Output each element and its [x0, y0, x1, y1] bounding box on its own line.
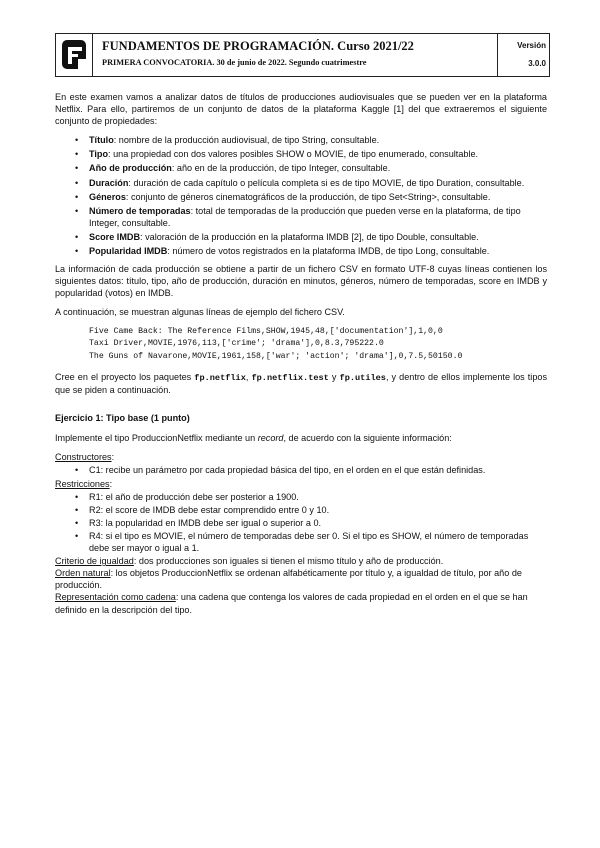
university-logo-icon [56, 34, 92, 75]
intro-paragraph: En este examen vamos a analizar datos de títulos de producciones audiovisuales que se pueden ver en la plataforma Netflix. Para ello, partiremos de un conjunto de datos de la plataforma Kaggle [1] del que extraeremos el siguiente conjunto de propiedades: [55, 92, 547, 127]
bullet-icon: • [75, 191, 79, 202]
constructores-list [55, 464, 547, 476]
property-item: • Título: nombre de la producción audiovisual, de tipo String, consultable. [75, 135, 380, 146]
bullet-icon: • [75, 504, 79, 515]
bullet-icon: • [75, 465, 79, 476]
list-item: • R2: el score de IMDB debe estar comprendido entre 0 y 10. [75, 504, 330, 515]
bullet-icon: • [75, 517, 79, 528]
bullet-icon: • [75, 491, 79, 502]
package-name: fp.netflix [194, 373, 246, 383]
package-name: fp.netflix.test [251, 373, 329, 383]
restricciones-list [55, 491, 547, 554]
exercise-title: Ejercicio 1: Tipo base (1 punto) [55, 413, 190, 424]
title-cell [93, 34, 498, 76]
property-item: • Número de temporadas: total de temporadas de la producción que pueden verse en la plataforma, de tipo Integer, consultable. [75, 205, 521, 228]
bullet-icon: • [75, 231, 79, 242]
orden-line: Orden natural: los objetos ProduccionNetflix se ordenan alfabéticamente por título y, a igualdad de título, por año de producción. [55, 568, 522, 591]
igualdad-line: Criterio de igualdad: dos producciones son iguales si tienen el mismo título y año de producción. [55, 556, 444, 567]
version-label: Versión [517, 41, 546, 50]
sample-intro: A continuación, se muestran algunas líneas de ejemplo del fichero CSV. [55, 307, 345, 318]
version-cell [498, 34, 550, 76]
property-item: • Géneros: conjunto de géneros cinematográficos de la producción, de tipo Set<String>, consultable. [75, 191, 491, 202]
exercise-intro: Implemente el tipo ProduccionNetflix mediante un record, de acuerdo con la siguiente información: [55, 433, 452, 444]
bullet-icon: • [75, 177, 79, 188]
document-header [55, 33, 550, 77]
restricciones-heading: Restricciones: [55, 478, 113, 489]
property-item: • Año de producción: año en de la producción, de tipo Integer, consultable. [75, 163, 391, 174]
list-item: • R1: el año de producción debe ser posterior a 1900. [75, 491, 299, 502]
code-line: Five Came Back: The Reference Films,SHOW,1945,48,['documentation'],1,0,0 [89, 326, 443, 336]
code-line: Taxi Driver,MOVIE,1976,113,['crime'; 'drama'],0,8.3,795222.0 [89, 339, 384, 348]
package-name: fp.utiles [339, 373, 386, 383]
csv-sample-block [55, 326, 547, 364]
bullet-icon: • [75, 163, 79, 174]
code-line: The Guns of Navarone,MOVIE,1961,158,['war'; 'action'; 'drama'],0,7.5,50150.0 [89, 351, 463, 361]
property-list [55, 134, 547, 257]
packages-paragraph: Cree en el proyecto los paquetes fp.netflix, fp.netflix.test y fp.utiles, y dentro de ellos implemente los tipos que se piden a continuación. [55, 372, 547, 396]
property-item: • Popularidad IMDB: número de votos registrados en la plataforma IMDB, de tipo Long, consultable. [75, 246, 490, 257]
representacion-line: Representación como cadena: una cadena que contenga los valores de cada propiedad en el orden en el que se han definido en la descripción del tipo. [55, 592, 528, 615]
list-item: • R3: la popularidad en IMDB debe ser igual o superior a 0. [75, 517, 322, 528]
bullet-icon: • [75, 530, 79, 541]
course-title: FUNDAMENTOS DE PROGRAMACIÓN. Curso 2021/22 [102, 39, 414, 53]
version-number: 3.0.0 [528, 59, 546, 68]
csv-paragraph: La información de cada producción se obtiene a partir de un fichero CSV en formato UTF-8 cuyas líneas contienen los siguientes datos: título, tipo, año de producción, duración en minutos, géneros, número de temporadas, score en IMDB y popularidad (votos) en IMDB. [55, 264, 547, 299]
list-item: • C1: recibe un parámetro por cada propiedad básica del tipo, en el orden en el que están definidas. [75, 465, 486, 476]
exam-subtitle: PRIMERA CONVOCATORIA. 30 de junio de 2022. Segundo cuatrimestre [102, 58, 367, 67]
list-item: • R4: si el tipo es MOVIE, el número de temporadas debe ser 0. Si el tipo es SHOW, el número de temporadas debe ser mayor o igual a 1. [75, 530, 529, 554]
property-item: • Tipo: una propiedad con dos valores posibles SHOW o MOVIE, de tipo enumerado, consultable. [75, 149, 479, 160]
bullet-icon: • [75, 135, 79, 146]
property-item: • Score IMDB: valoración de la producción en la plataforma IMDB [2], de tipo Double, consultable. [75, 231, 479, 242]
logo-cell [56, 34, 93, 76]
bullet-icon: • [75, 205, 79, 216]
property-item: • Duración: duración de cada capítulo o película completa si es de tipo MOVIE, de tipo Duration, consultable. [75, 177, 525, 188]
bullet-icon: • [75, 246, 79, 257]
document-body [55, 91, 547, 616]
constructores-heading: Constructores: [55, 452, 115, 463]
bullet-icon: • [75, 149, 79, 160]
